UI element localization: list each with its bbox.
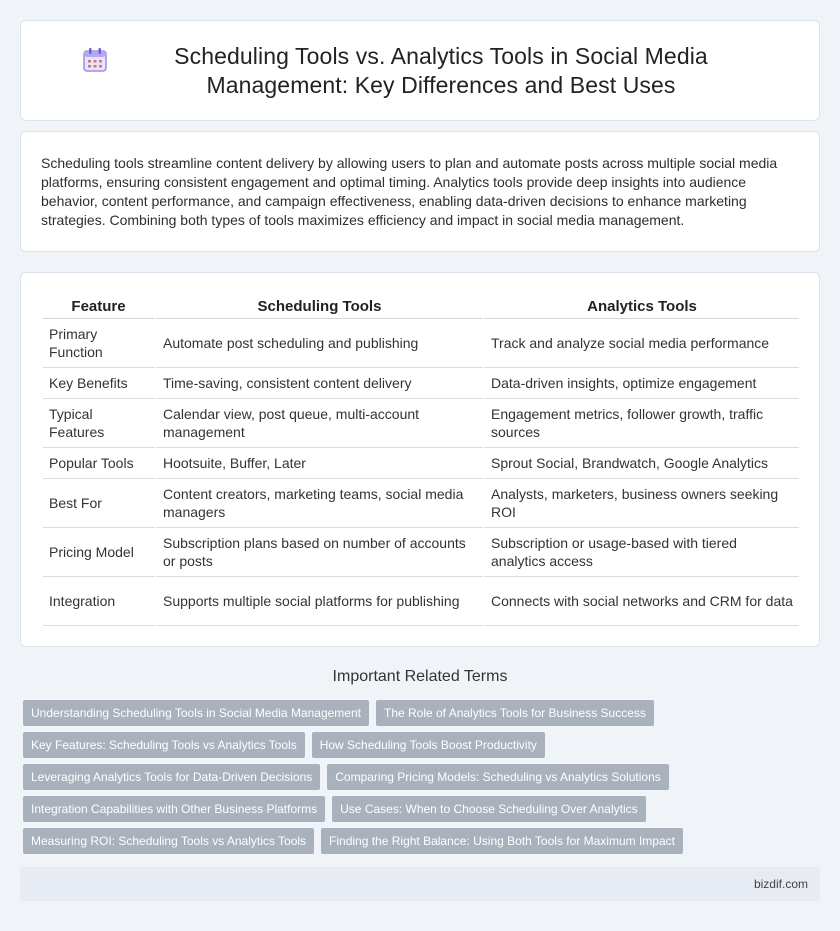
row-analytics: Track and analyze social media performance (482, 319, 799, 368)
chip-row (23, 732, 823, 758)
title-card (20, 20, 820, 121)
chip-row (23, 828, 823, 854)
summary-text: Scheduling tools streamline content delivery by allowing users to plan and automate posts across multiple social media platforms, ensuring consistent engagement and optimal timing. Analytics tools provide deep insights into audience behavior, content performance, and campaign effectiveness, enabling data-driven decisions to enhance marketing strategies. Combining both types of tools maximizes efficiency and impact in social media management. (41, 155, 778, 228)
comparison-table (43, 291, 799, 626)
row-scheduling: Automate post scheduling and publishing (154, 319, 482, 368)
row-feature: Popular Tools (43, 448, 154, 479)
row-scheduling: Calendar view, post queue, multi-account management (154, 399, 482, 448)
related-term-link[interactable]: The Role of Analytics Tools for Business Success (376, 700, 654, 726)
chip-row (23, 764, 823, 790)
row-analytics: Engagement metrics, follower growth, traffic sources (482, 399, 799, 448)
table-row (43, 448, 799, 479)
table-row (43, 368, 799, 399)
related-term-link[interactable]: Key Features: Scheduling Tools vs Analytics Tools (23, 732, 305, 758)
related-term-link[interactable]: Comparing Pricing Models: Scheduling vs Analytics Solutions (327, 764, 669, 790)
table-header-row (43, 291, 799, 319)
row-analytics: Sprout Social, Brandwatch, Google Analytics (482, 448, 799, 479)
table-row (43, 528, 799, 577)
row-scheduling: Time-saving, consistent content delivery (154, 368, 482, 399)
row-analytics: Connects with social networks and CRM for data (482, 577, 799, 626)
table-row (43, 577, 799, 626)
table-row (43, 319, 799, 368)
comparison-table-card (20, 272, 820, 647)
page-title: Scheduling Tools vs. Analytics Tools in Social Media Management: Key Differences and Best Uses (174, 42, 708, 98)
row-scheduling: Supports multiple social platforms for publishing (154, 577, 482, 626)
row-feature: Primary Function (43, 319, 154, 368)
chip-row (23, 700, 823, 726)
calendar-icon (81, 46, 109, 74)
header-scheduling-tools: Scheduling Tools (154, 291, 482, 319)
footer-site-link[interactable]: bizdif.com (753, 877, 808, 891)
related-term-link[interactable]: Leveraging Analytics Tools for Data-Driven Decisions (23, 764, 320, 790)
related-term-link[interactable]: How Scheduling Tools Boost Productivity (312, 732, 545, 758)
row-analytics: Analysts, marketers, business owners seeking ROI (482, 479, 799, 528)
row-feature: Best For (43, 479, 154, 528)
chip-row (23, 796, 823, 822)
row-scheduling: Content creators, marketing teams, social media managers (154, 479, 482, 528)
row-feature: Pricing Model (43, 528, 154, 577)
row-feature: Integration (43, 577, 154, 626)
footer (20, 867, 820, 901)
related-term-link[interactable]: Integration Capabilities with Other Business Platforms (23, 796, 325, 822)
table-row (43, 479, 799, 528)
related-term-link[interactable]: Use Cases: When to Choose Scheduling Over Analytics (332, 796, 645, 822)
related-term-link[interactable]: Finding the Right Balance: Using Both Tools for Maximum Impact (321, 828, 683, 854)
table-row (43, 399, 799, 448)
related-terms-list (23, 700, 823, 860)
row-scheduling: Subscription plans based on number of accounts or posts (154, 528, 482, 577)
row-feature: Typical Features (43, 399, 154, 448)
row-scheduling: Hootsuite, Buffer, Later (154, 448, 482, 479)
summary-card (20, 131, 820, 252)
row-analytics: Subscription or usage-based with tiered analytics access (482, 528, 799, 577)
row-feature: Key Benefits (43, 368, 154, 399)
header-analytics-tools: Analytics Tools (482, 291, 799, 319)
row-analytics: Data-driven insights, optimize engagement (482, 368, 799, 399)
title-wrap (21, 42, 819, 100)
related-term-link[interactable]: Understanding Scheduling Tools in Social Media Management (23, 700, 369, 726)
related-term-link[interactable]: Measuring ROI: Scheduling Tools vs Analytics Tools (23, 828, 314, 854)
header-feature: Feature (43, 291, 154, 319)
related-terms-title: Important Related Terms (332, 668, 508, 685)
